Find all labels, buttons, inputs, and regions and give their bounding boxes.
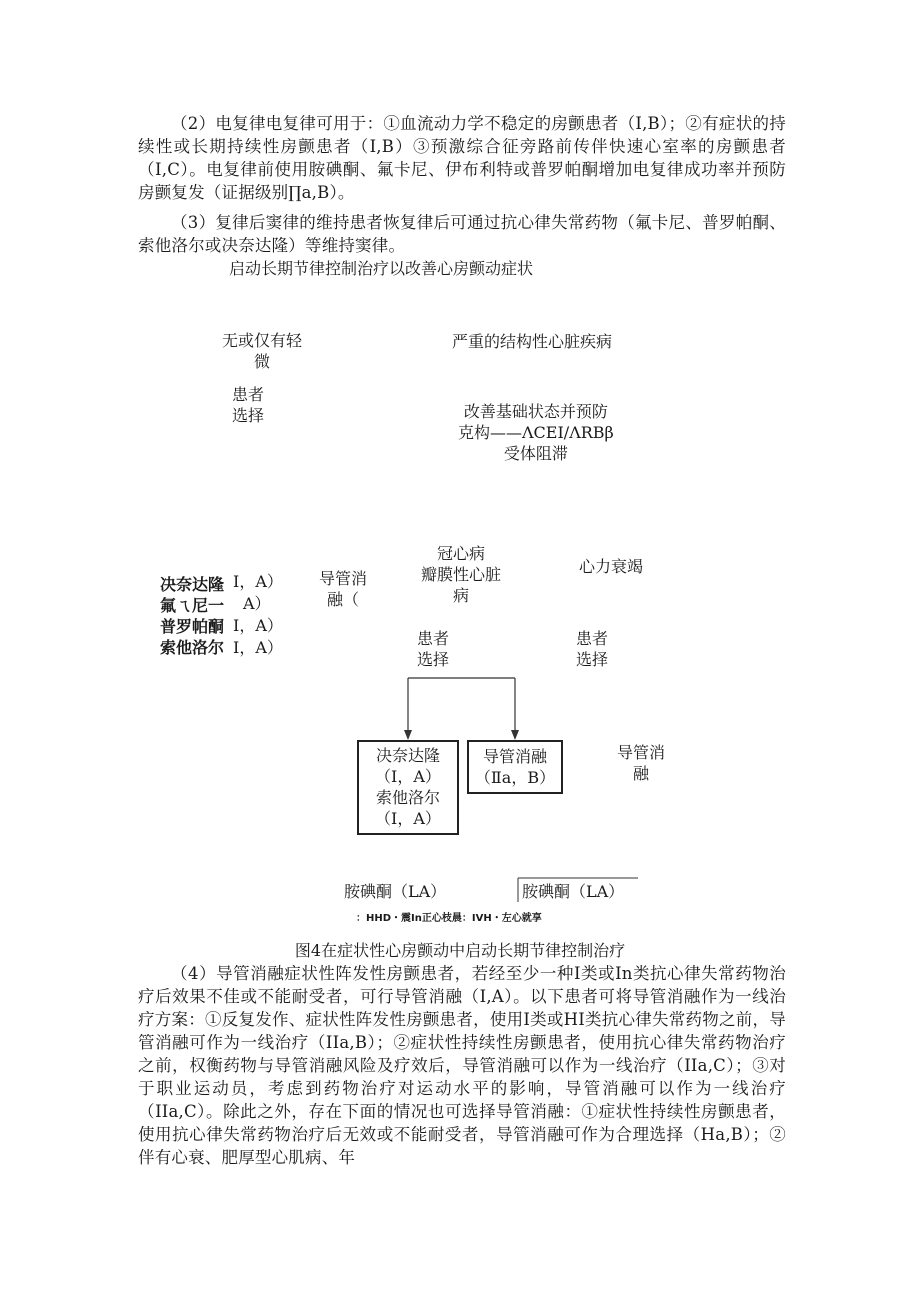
- paragraph-cardioversion: （2）电复律电复律可用于：①血流动力学不稳定的房颤患者（I,B）；②有症状的持续性或长期持续性房颤患者（I,B）③预激综合征旁路前传伴快速心室率的房颤患者（I,C）。电复律前使用胺碘酮、氟卡尼、伊布利特或普罗帕酮增加电复律成功率并预防房颤复发（证据级别∏a,B）。: [138, 114, 786, 202]
- paragraph-sinus-maintenance: （3）复律后窦律的维持患者恢复律后可通过抗心律失常药物（氟卡尼、普罗帕酮、索他洛尔或决奈达隆）等维持窦律。: [138, 213, 786, 255]
- cad-valvular-label: 冠心病 瓣膜性心脏 病: [421, 544, 502, 605]
- paragraph-catheter-ablation: （4）导管消融症状性阵发性房颤患者，若经至少一种I类或In类抗心律失常药物治疗后效果不佳或不能耐受者，可行导管消融（I,A）。以下患者可将导管消融作为一线治疗方案：①反复发作、症状性阵发性房颤患者，使用I类或HI类抗心律失常药物之前，导管消融可作为一线治疗（IIa,B）；②症状性持续性房颤患者，使用抗心律失常药物治疗之前，权衡药物与导管消融风险及疗效后，导管消融可以作为一线治疗（IIa,C）；③对于职业运动员，考虑到药物治疗对运动水平的影响，导管消融可以作为一线治疗（IIa,C）。除此之外，存在下面的情况也可选择导管消融：①症状性持续性房颤患者，使用抗心律失常药物治疗后无效或不能耐受者，导管消融可作为合理选择（Ha,B）；②伴有心衰、肥厚型心肌病、年: [138, 964, 786, 1167]
- figure-caption: 图4在症状性心房颤动中启动长期节律控制治疗: [294, 941, 626, 960]
- patient-choice-middle: 患者 选择: [417, 629, 450, 669]
- diagram-footnote: ：HHD・震In正心枝晨：IVH・左心就享: [356, 913, 542, 924]
- amiodarone-right-label: 胺碘酮（LA）: [522, 882, 625, 901]
- ablation-box: 导管消融 （Ⅱa，B）: [467, 740, 563, 794]
- ablation-right-label: 导管消 融: [617, 743, 666, 783]
- drug-list: 决奈达隆 氟ㄟ尼一 普罗帕酮 索他洛尔: [160, 575, 225, 657]
- drug-grades: I，A） A） I，A） I，A）: [233, 572, 283, 657]
- improve-substrate-label: 改善基础状态并预防 克构——ΛCEI∕ΛRBβ 受体阻滞: [458, 402, 614, 463]
- no-mild-disease-label: 无或仅有轻 微: [222, 331, 303, 371]
- patient-choice-right: 患者 选择: [576, 629, 609, 669]
- heart-failure-label: 心力衰竭: [579, 557, 644, 576]
- patient-choice-left: 患者 选择: [232, 385, 265, 425]
- amiodarone-left-label: 胺碘酮（LA）: [344, 882, 447, 901]
- diagram-title: 启动长期节律控制治疗以改善心房颤动症状: [229, 259, 534, 278]
- severe-structural-disease-label: 严重的结构性心脏疾病: [452, 332, 613, 351]
- ablation-left-label: 导管消 融（: [319, 569, 368, 609]
- drug-therapy-box: 决奈达隆 （I，A） 索他洛尔 （I，A）: [357, 740, 459, 835]
